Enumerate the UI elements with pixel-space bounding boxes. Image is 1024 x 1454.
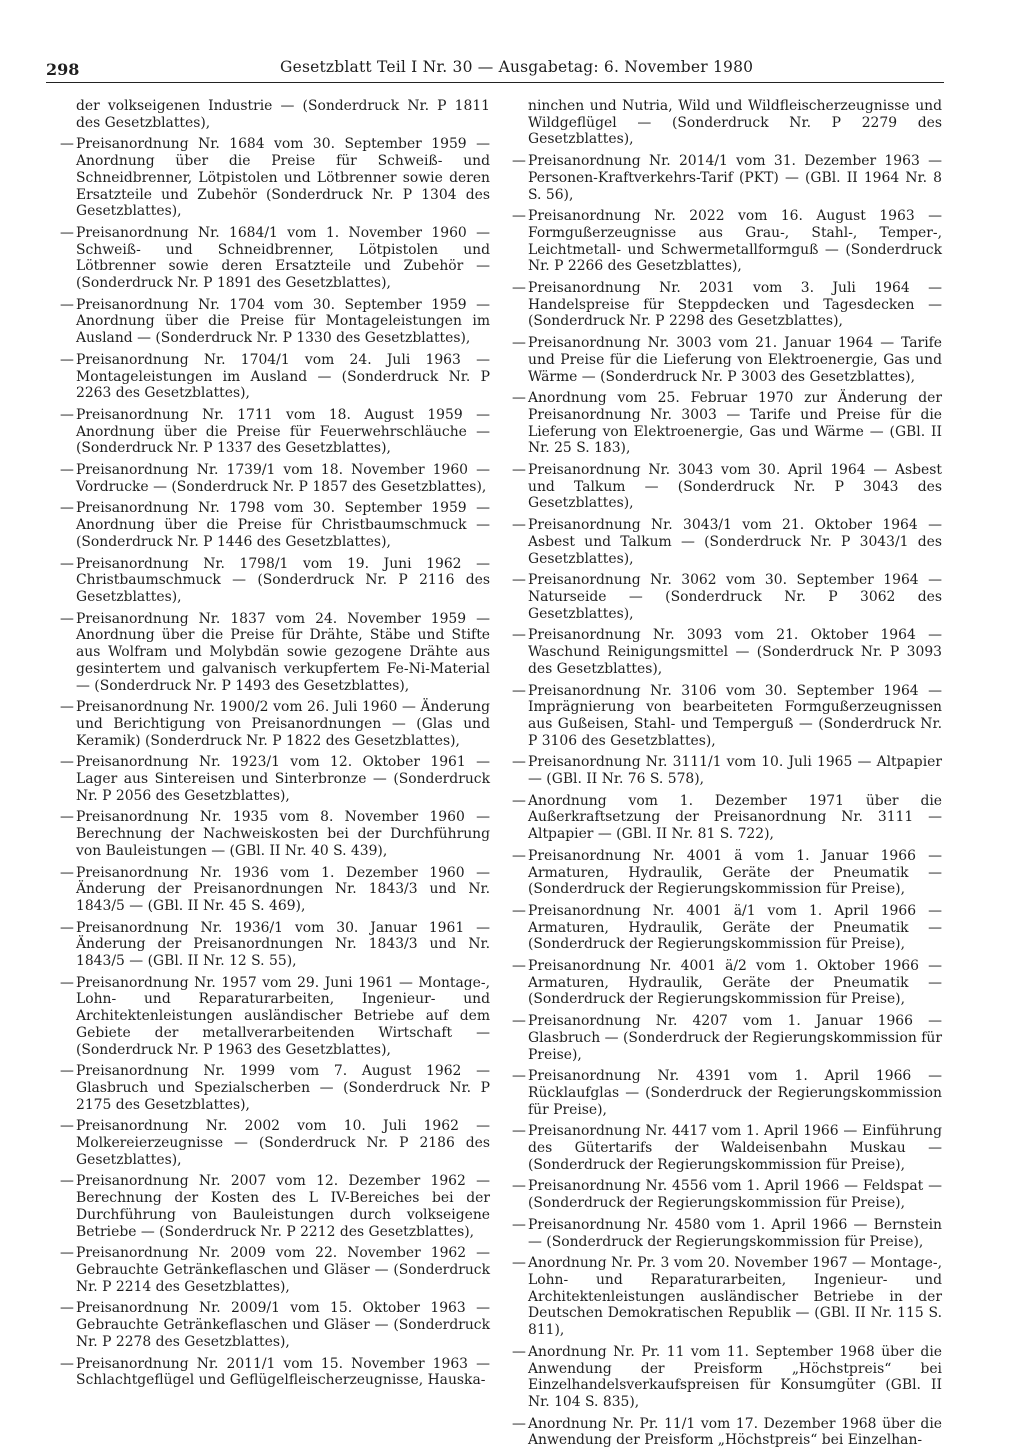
entry-text: Preisanordnung Nr. 1798 vom 30. September 1959 — Anordnung über die Preise für Christbaumschmuck — (Sonderdruck Nr. P 1446 des Gesetzblattes), <box>76 500 490 550</box>
entry-text: Preisanordnung Nr. 2009 vom 22. November 1962 — Gebrauchte Getränkeflaschen und Gläser — (Sonderdruck Nr. P 2214 des Gesetzblattes), <box>76 1245 490 1295</box>
entry-dash: — <box>512 682 526 699</box>
entry-dash: — <box>60 1245 74 1262</box>
entry-text: Preisanordnung Nr. 1837 vom 24. November 1959 — Anordnung über die Preise für Drähte, Stäbe und Stifte aus Wolfram und Molybdän sowie gezogene Drähte aus gesintertem und galvanisch verkupfertem Fe-Ni-Material — (Sonderdruck Nr. P 1493 des Gesetzblattes), <box>76 610 490 694</box>
entry-dash: — <box>512 1415 526 1432</box>
entry-dash: — <box>60 974 74 991</box>
entry-dash: — <box>60 699 74 716</box>
entry-dash: — <box>512 902 526 919</box>
entry-dash: — <box>60 351 74 368</box>
entry-text: Preisanordnung Nr. 4580 vom 1. April 1966 — Bernstein — (Sonderdruck der Regierungskommission für Preise), <box>528 1216 942 1250</box>
list-entry <box>512 572 942 622</box>
entry-text: Preisanordnung Nr. 4207 vom 1. Januar 1966 — Glasbruch — (Sonderdruck der Regierungskommission für Preise), <box>528 1013 942 1063</box>
list-entry <box>60 754 490 804</box>
list-entry <box>512 1344 942 1411</box>
entry-text: Preisanordnung Nr. 3111/1 vom 10. Juli 1965 — Altpapier — (GBl. II Nr. 76 S. 578), <box>528 754 942 788</box>
list-entry <box>512 1255 942 1339</box>
list-entry <box>512 754 942 787</box>
entry-text: Anordnung Nr. Pr. 11 vom 11. September 1968 über die Anwendung der Preisform „Höchstpreis“ bei Einzelhandelsverkaufspreisen für Konsumgüter (GBl. II Nr. 104 S. 835), <box>528 1343 942 1410</box>
list-entry <box>512 627 942 677</box>
list-entry <box>512 1178 942 1211</box>
entry-text: Preisanordnung Nr. 1711 vom 18. August 1959 — Anordnung über die Preise für Feuerwehrschläuche — (Sonderdruck Nr. P 1337 des Gesetzblattes), <box>76 406 490 457</box>
page-number: 298 <box>46 60 80 79</box>
entry-text: Preisanordnung Nr. 3003 vom 21. Januar 1964 — Tarife und Preise für die Lieferung von Elektroenergie, Gas und Wärme — (Sonderdruck Nr. P 3003 des Gesetzblattes), <box>528 335 942 385</box>
entry-text: Preisanordnung Nr. 1704/1 vom 24. Juli 1963 — Montageleistungen im Ausland — (Sonderdruck Nr. P 2263 des Gesetzblattes), <box>76 351 490 402</box>
list-entry <box>512 1217 942 1250</box>
entry-text: Anordnung Nr. Pr. 3 vom 20. November 1967 — Montage-, Lohn- und Reparaturarbeiten, Ingenieur- und Architektenleistungen ausländischer Betriebe in der Deutschen Demokratischen Republik — (GBl. II Nr. 115 S. 811), <box>528 1255 942 1339</box>
entry-dash: — <box>60 1063 74 1080</box>
entry-text: Preisanordnung Nr. 4001 ä/1 vom 1. April 1966 — Armaturen, Hydraulik, Geräte der Pneumatik — (Sonderdruck der Regierungskommission für Preise), <box>528 902 942 953</box>
entry-dash: — <box>60 809 74 826</box>
entry-text: Preisanordnung Nr. 2031 vom 3. Juli 1964 — Handelspreise für Steppdecken und Tagesdecken — (Sonderdruck Nr. P 2298 des Gesetzblattes), <box>528 280 942 330</box>
entry-dash: — <box>60 1173 74 1190</box>
entry-dash: — <box>512 280 526 297</box>
entry-dash: — <box>60 224 74 241</box>
entry-dash: — <box>512 958 526 975</box>
gazette-title: Gesetzblatt Teil I Nr. 30 — Ausgabetag: 6. November 1980 <box>280 58 754 76</box>
entry-text: Preisanordnung Nr. 1684/1 vom 1. November 1960 — Schweiß- und Schneidbrenner, Lötpistolen und Lötbrenner sowie deren Ersatzteile und Zubehör — (Sonderdruck Nr. P 1891 des Gesetzblattes), <box>76 224 490 292</box>
list-entry <box>512 683 942 750</box>
entry-dash: — <box>512 462 526 479</box>
entry-text: Preisanordnung Nr. 3043 vom 30. April 1964 — Asbest und Talkum — (Sonderdruck Nr. P 3043 des Gesetzblattes), <box>528 462 942 512</box>
list-entry <box>512 208 942 275</box>
list-entry <box>60 809 490 859</box>
entry-text: Preisanordnung Nr. 1936/1 vom 30. Januar 1961 — Änderung der Preisanordnungen Nr. 1843/3 und Nr. 1843/5 — (GBl. II Nr. 12 S. 55), <box>76 919 490 970</box>
list-entry <box>512 848 942 898</box>
entry-dash: — <box>512 1178 526 1195</box>
list-entry <box>512 1068 942 1118</box>
entry-dash: — <box>512 1216 526 1233</box>
entry-text: Preisanordnung Nr. 1957 vom 29. Juni 1961 — Montage-, Lohn- und Reparaturarbeiten, Ingenieur- und Architektenleistungen ausländischer Betriebe auf dem Gebiete der metallverarbeitenden Wirtschaft — (Sonderdruck Nr. P 1963 des Gesetzblattes), <box>76 974 490 1058</box>
entry-dash: — <box>512 335 526 352</box>
list-entry <box>512 153 942 203</box>
entry-dash: — <box>60 754 74 771</box>
entry-dash: — <box>60 136 74 153</box>
list-entry <box>512 903 942 953</box>
right-column <box>512 98 942 1454</box>
entry-text: Preisanordnung Nr. 3062 vom 30. September 1964 — Naturseide — (Sonderdruck Nr. P 3062 des Gesetzblattes), <box>528 572 942 622</box>
entry-text: Preisanordnung Nr. 2011/1 vom 15. November 1963 — Schlachtgeflügel und Geflügelfleischerzeugnisse, Hauska- <box>76 1355 490 1389</box>
list-entry <box>60 1245 490 1295</box>
entry-dash: — <box>60 919 74 936</box>
list-entry <box>60 556 490 606</box>
entry-dash: — <box>512 1123 526 1140</box>
list-entry <box>60 225 490 292</box>
list-entry <box>60 98 490 131</box>
entry-text: Preisanordnung Nr. 4417 vom 1. April 1966 — Einführung des Gütertarifs der Waldeisenbahn Muskau — (Sonderdruck der Regierungskommission für Preise), <box>528 1123 942 1173</box>
entry-dash: — <box>512 1068 526 1085</box>
entry-dash: — <box>60 610 74 627</box>
entry-dash: — <box>60 500 74 517</box>
list-entry <box>60 1356 490 1389</box>
entry-text: Preisanordnung Nr. 2002 vom 10. Juli 1962 — Molkereierzeugnisse — (Sonderdruck Nr. P 2186 des Gesetzblattes), <box>76 1118 490 1168</box>
list-entry <box>512 462 942 512</box>
list-entry <box>60 975 490 1059</box>
entry-dash: — <box>512 1343 526 1360</box>
list-entry <box>60 462 490 495</box>
entry-text: Preisanordnung Nr. 2014/1 vom 31. Dezember 1963 — Personen-Kraftverkehrs-Tarif (PKT) — (GBl. II 1964 Nr. 8 S. 56), <box>528 153 942 203</box>
list-entry <box>60 352 490 402</box>
list-entry <box>512 793 942 843</box>
left-column <box>60 98 490 1394</box>
entry-text: Preisanordnung Nr. 3043/1 vom 21. Oktober 1964 — Asbest und Talkum — (Sonderdruck Nr. P 3043/1 des Gesetzblattes), <box>528 517 942 567</box>
list-entry <box>512 98 942 148</box>
list-entry <box>512 335 942 385</box>
list-entry <box>60 1063 490 1113</box>
entry-dash: — <box>60 555 74 572</box>
entry-text: Preisanordnung Nr. 2007 vom 12. Dezember 1962 — Berechnung der Kosten des L IV-Bereiches bei der Durchführung von Bauleistungen durch volkseigene Betriebe — (Sonderdruck Nr. P 2212 des Gesetzblattes), <box>76 1173 490 1240</box>
entry-dash: — <box>512 208 526 225</box>
list-entry <box>60 407 490 457</box>
entry-text: der volkseigenen Industrie — (Sonderdruck Nr. P 1811 des Gesetzblattes), <box>76 98 490 131</box>
entry-dash: — <box>60 462 74 479</box>
list-entry <box>512 1123 942 1173</box>
entry-dash: — <box>60 1355 74 1372</box>
list-entry <box>60 1118 490 1168</box>
entry-text: Preisanordnung Nr. 4001 ä vom 1. Januar 1966 — Armaturen, Hydraulik, Geräte der Pneumatik — (Sonderdruck der Regierungskommission für Preise), <box>528 847 942 898</box>
entry-text: Preisanordnung Nr. 1923/1 vom 12. Oktober 1961 — Lager aus Sintereisen und Sinterbronze — (Sonderdruck Nr. P 2056 des Gesetzblattes), <box>76 754 490 804</box>
entry-dash: — <box>512 627 526 644</box>
entry-text: Preisanordnung Nr. 2009/1 vom 15. Oktober 1963 — Gebrauchte Getränkeflaschen und Gläser — (Sonderdruck Nr. P 2278 des Gesetzblattes), <box>76 1300 490 1350</box>
entry-text: Anordnung vom 25. Februar 1970 zur Änderung der Preisanordnung Nr. 3003 — Tarife und Preise für die Lieferung von Elektroenergie, Gas und Wärme — (GBl. II Nr. 25 S. 183), <box>528 390 942 457</box>
entry-text: Preisanordnung Nr. 1936 vom 1. Dezember 1960 — Änderung der Preisanordnungen Nr. 1843/3 und Nr. 1843/5 — (GBl. II Nr. 45 S. 469), <box>76 864 490 914</box>
entry-dash: — <box>512 847 526 864</box>
entry-text: Preisanordnung Nr. 1684 vom 30. September 1959 — Anordnung über die Preise für Schweiß- und Schneidbrenner, Lötpistolen und Lötbrenner sowie deren Ersatzteile und Zubehör (Sonderdruck Nr. P 1304 des Gesetzblattes), <box>76 136 490 220</box>
entry-text: Preisanordnung Nr. 2022 vom 16. August 1963 — Formgußerzeugnisse aus Grau-, Stahl-, Temper-, Leichtmetall- und Schwermetallformguß — (Sonderdruck Nr. P 2266 des Gesetzblattes), <box>528 208 942 275</box>
list-entry <box>512 390 942 457</box>
list-entry <box>512 280 942 330</box>
entry-text: Anordnung vom 1. Dezember 1971 über die Außerkraftsetzung der Preisanordnung Nr. 3111 — Altpapier — (GBl. II Nr. 81 S. 722), <box>528 792 942 843</box>
entry-text: Preisanordnung Nr. 1999 vom 7. August 1962 — Glasbruch und Spezialscherben — (Sonderdruck Nr. P 2175 des Gesetzblattes), <box>76 1063 490 1113</box>
entry-dash: — <box>60 1300 74 1317</box>
entry-text: Preisanordnung Nr. 4391 vom 1. April 1966 — Rücklaufglas — (Sonderdruck der Regierungskommission für Preise), <box>528 1068 942 1118</box>
list-entry <box>512 517 942 567</box>
entry-dash: — <box>60 1118 74 1135</box>
entry-text: Preisanordnung Nr. 1935 vom 8. November 1960 — Berechnung der Nachweiskosten bei der Durchführung von Bauleistungen — (GBl. II Nr. 40 S. 439), <box>76 809 490 859</box>
list-entry <box>60 1173 490 1240</box>
list-entry <box>60 865 490 915</box>
entry-dash: — <box>512 792 526 809</box>
list-entry <box>60 500 490 550</box>
list-entry <box>60 611 490 695</box>
entry-text: Preisanordnung Nr. 1900/2 vom 26. Juli 1960 — Änderung und Berichtigung von Preisanordnungen — (Glas und Keramik) (Sonderdruck Nr. P 1822 des Gesetzblattes), <box>76 699 490 749</box>
entry-text: ninchen und Nutria, Wild und Wildfleischerzeugnisse und Wildgeflügel — (Sonderdruck Nr. P 2279 des Gesetzblattes), <box>528 98 942 148</box>
list-entry <box>512 1013 942 1063</box>
entry-dash: — <box>512 754 526 771</box>
entry-text: Preisanordnung Nr. 3093 vom 21. Oktober 1964 — Waschund Reinigungsmittel — (Sonderdruck Nr. P 3093 des Gesetzblattes), <box>528 627 942 677</box>
entry-text: Preisanordnung Nr. 1798/1 vom 19. Juni 1962 — Christbaumschmuck — (Sonderdruck Nr. P 2116 des Gesetzblattes), <box>76 555 490 605</box>
entry-dash: — <box>512 1255 526 1272</box>
entry-dash: — <box>512 390 526 407</box>
entry-text: Preisanordnung Nr. 4556 vom 1. April 1966 — Feldspat — (Sonderdruck der Regierungskommission für Preise), <box>528 1178 942 1212</box>
entry-dash: — <box>512 572 526 589</box>
entry-text: Preisanordnung Nr. 1704 vom 30. September 1959 — Anordnung über die Preise für Montageleistungen im Ausland — (Sonderdruck Nr. P 1330 des Gesetzblattes), <box>76 296 490 347</box>
list-entry <box>60 136 490 220</box>
entry-dash: — <box>512 517 526 534</box>
entry-text: Preisanordnung Nr. 4001 ä/2 vom 1. Oktober 1966 — Armaturen, Hydraulik, Geräte der Pneumatik — (Sonderdruck der Regierungskommission für Preise), <box>528 958 942 1008</box>
entry-text: Preisanordnung Nr. 3106 vom 30. September 1964 — Imprägnierung von bearbeiteten Formgußerzeugnissen aus Gußeisen, Stahl- und Temperguß — (Sonderdruck Nr. P 3106 des Gesetzblattes), <box>528 682 942 749</box>
entry-dash: — <box>60 406 74 423</box>
list-entry <box>512 1416 942 1449</box>
list-entry <box>512 958 942 1008</box>
entry-dash: — <box>512 1013 526 1030</box>
page-header <box>46 58 944 83</box>
entry-dash: — <box>512 153 526 170</box>
list-entry <box>60 1300 490 1350</box>
list-entry <box>60 920 490 970</box>
entry-text: Preisanordnung Nr. 1739/1 vom 18. November 1960 — Vordrucke — (Sonderdruck Nr. P 1857 des Gesetzblattes), <box>76 462 490 495</box>
entry-text: Anordnung Nr. Pr. 11/1 vom 17. Dezember 1968 über die Anwendung der Preisform „Höchstpreis“ bei Einzelhan- <box>528 1415 942 1449</box>
entry-dash: — <box>60 864 74 881</box>
entry-dash: — <box>60 296 74 313</box>
list-entry <box>60 297 490 347</box>
list-entry <box>60 699 490 749</box>
